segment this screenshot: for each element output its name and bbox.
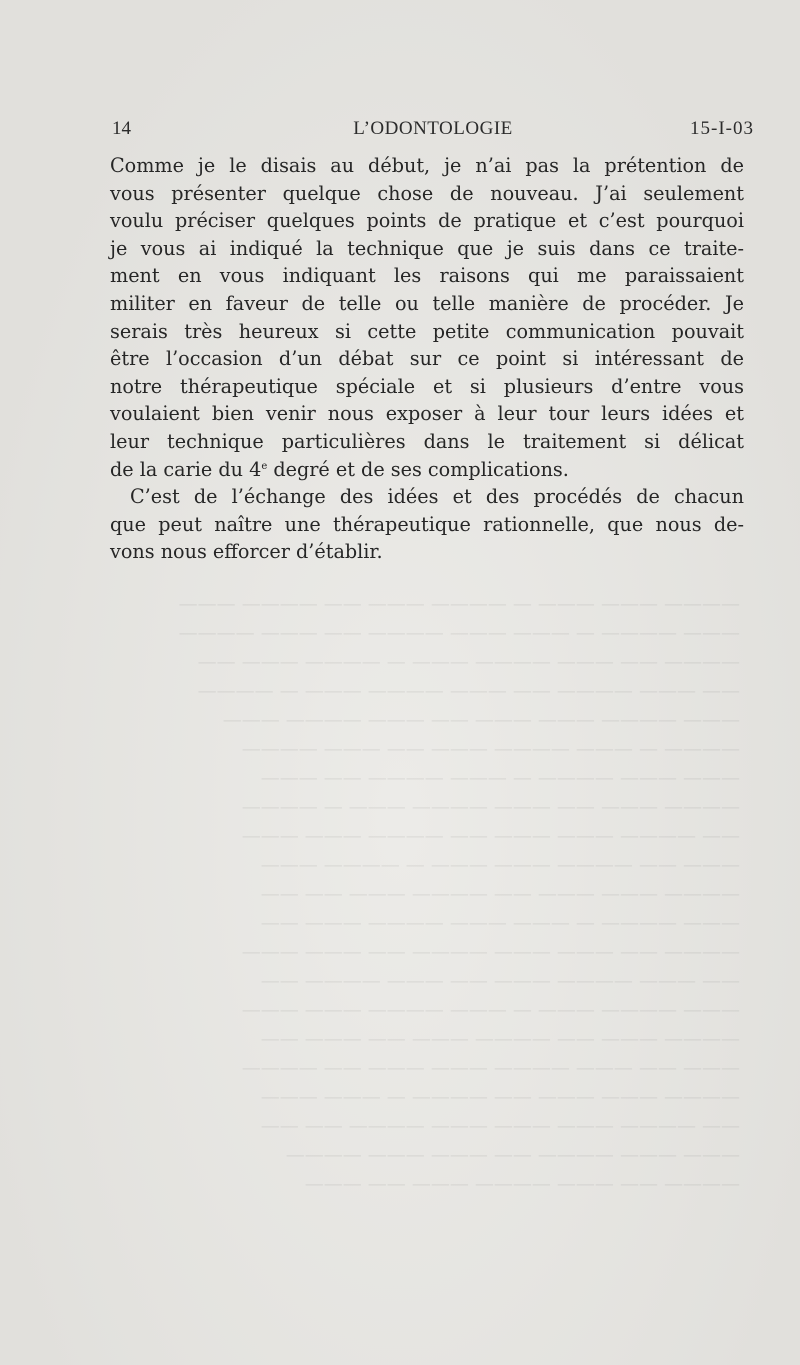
- text-line: vous présenter quelque chose de nouveau. J’ai seulement: [110, 181, 744, 205]
- journal-title: L’ODONTOLOGIE: [353, 118, 513, 139]
- show-through-texture: ———— ——— ——— — ———— ——— —— ———— ——— ——— ———— — ——— ——— ———— —— ——— ———— ———— —— ——— ———— ——— — ———— ——— —— —— ——— ———— —— ——— ———— ——— — ———— ——— ———— ——— ——— —— ——— ———— ——— ———— — ——— ———— ——— —— ——— ———— ——— ——— ———— — ——— ———— —— ——— ———— ——— —— ——— ———— ——— — ———— —— ———— ——— ——— —— ———— ——— ——— ——— —— ———— ——— ——— — ———— ——— ———— ——— ——— —— ———— ——— —— —— ——— ———— — ——— ——— ———— ——— —— ———— —— ——— ——— ———— —— ——— ——— —— ——— ———— ——— —— ——— ———— —— ——— ———— ——— — ——— ———— ——— ——— ———— ——— —— ———— ——— —— ——— —— ——— —— ——— ———— ——— ——— —— ———— ———— ——— ——— —— ———— — ——— ——— —— ———— ——— ——— ——— ———— —— —— ——— ——— ———— —— ——— ——— ———— ———— —— ——— ———— ——— —— ———: [178, 593, 740, 1195]
- body-text: [110, 152, 744, 566]
- text-line: je vous ai indiqué la technique que je suis dans ce traite-: [110, 236, 744, 260]
- text-line: voulaient bien venir nous exposer à leur tour leurs idées et: [110, 402, 744, 426]
- text-line: Comme je le disais au début, je n’ai pas la prétention de: [110, 154, 744, 177]
- text-line: vons nous efforcer d’établir.: [110, 540, 383, 564]
- text-line: serais très heureux si cette petite communication pouvait: [110, 319, 744, 343]
- text-line: notre thérapeutique spéciale et si plusieurs d’entre vous: [110, 374, 744, 398]
- issue-date: 15-I-03: [690, 118, 754, 139]
- text-line: militer en faveur de telle ou telle manière de procéder. Je: [110, 291, 744, 315]
- text-line: ment en vous indiquant les raisons qui me paraissaient: [110, 264, 744, 288]
- text-line: être l’occasion d’un débat sur ce point si intéressant de: [110, 347, 744, 371]
- paragraph-1: [110, 152, 744, 483]
- ordinal-superscript: e: [261, 460, 268, 472]
- text-line: que peut naître une thérapeutique rationnelle, que nous de-: [110, 512, 744, 536]
- page-number: 14: [112, 118, 131, 139]
- text-segment: de la carie du 4: [110, 457, 262, 481]
- text-line: C’est de l’échange des idées et des procédés de chacun: [130, 485, 744, 509]
- text-line: leur technique particulières dans le traitement si délicat: [110, 429, 744, 453]
- running-header: [112, 118, 754, 144]
- text-line: voulu préciser quelques points de pratique et c’est pourquoi: [110, 209, 744, 233]
- text-segment: degré et de ses complications.: [267, 457, 569, 481]
- text-line: [110, 456, 744, 484]
- paragraph-2: [110, 483, 744, 566]
